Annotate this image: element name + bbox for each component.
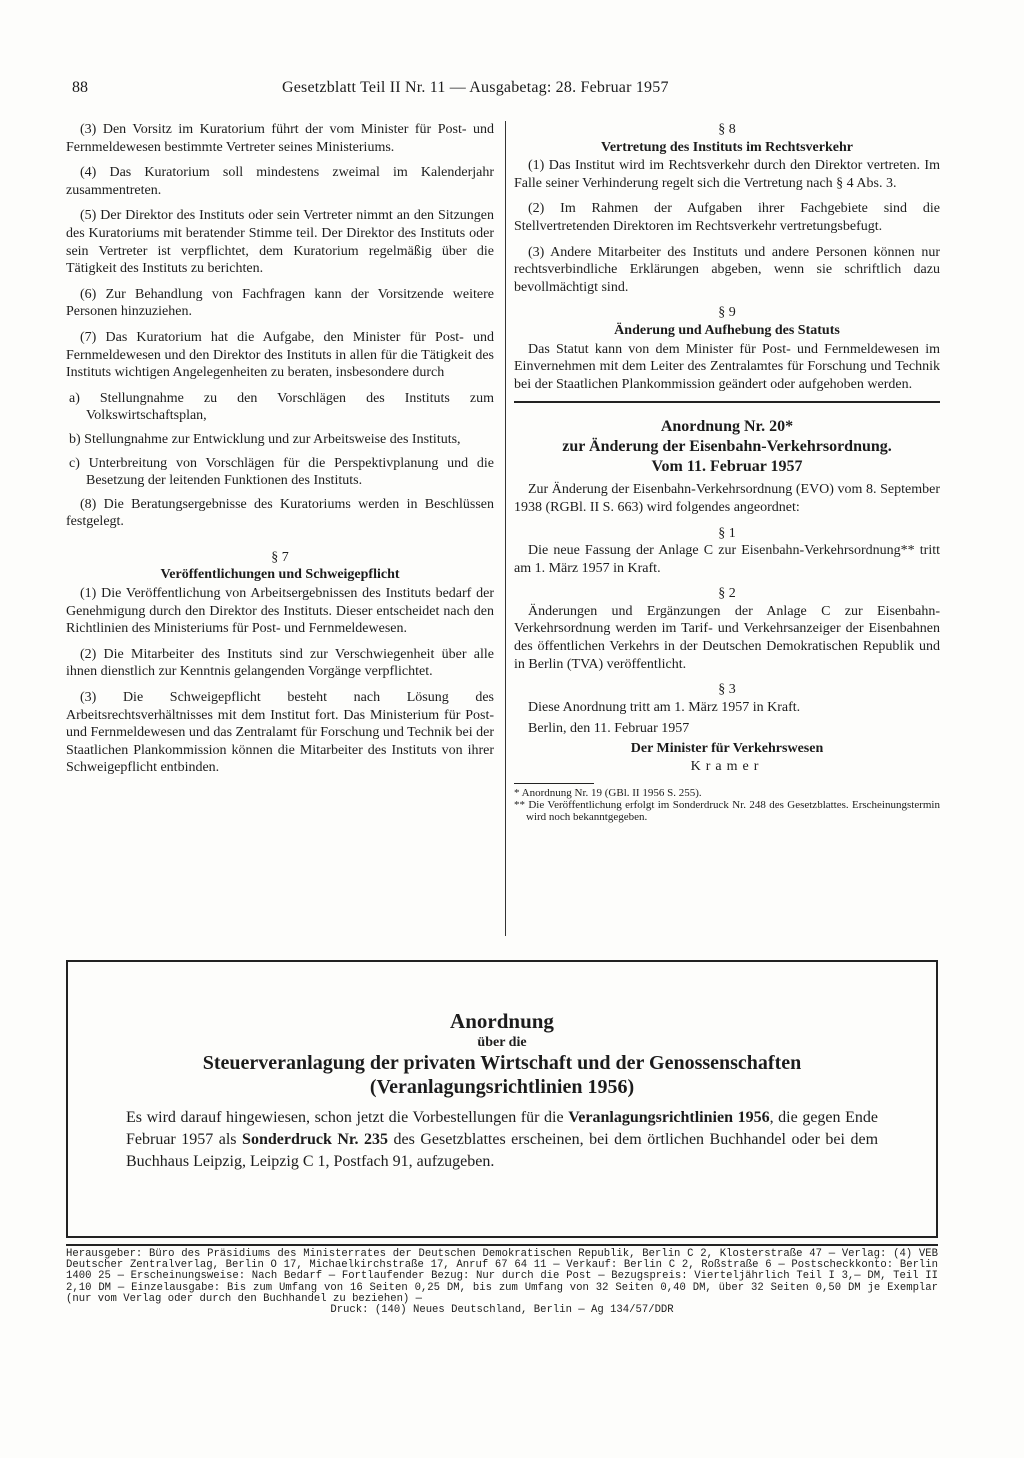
footnote: ** Die Veröffentlichung erfolgt im Sonderdruck Nr. 248 des Gesetzblattes. Erscheinungstermin wird noch bekanntgegeben. (514, 799, 940, 824)
body-emphasis: Veranlagungsrichtlinien 1956 (568, 1109, 770, 1126)
list-item: a) Stellungnahme zu den Vorschlägen des Instituts zum Volkswirtschaftsplan, (69, 390, 494, 424)
ordinance-title: Anordnung Nr. 20* (660, 418, 794, 436)
paragraph: (3) Die Schweigepflicht besteht nach Lösung des Arbeitsrechtsverhältnisses mit dem Institut fort. Das Ministerium für Post- und Fernmeldewesen und das Zentralamt für Forschung und Technik bei der Staatlichen Plankommission können die Mitarbeiter des Instituts von ihrer Schweigepflicht entbinden. (66, 690, 494, 776)
left-column (66, 121, 494, 785)
announcement-title: Anordnung (450, 1009, 554, 1033)
section-number: § 2 (718, 586, 736, 602)
paragraph: (2) Die Mitarbeiter des Instituts sind zur Verschwiegenheit über alle ihnen dienstlich zur Kenntnis gelangenden Vorgänge verpflichtet. (66, 646, 494, 680)
signer-name: Kramer (690, 758, 764, 774)
footnote: * Anordnung Nr. 19 (GBl. II 1956 S. 255). (514, 787, 702, 800)
paragraph: (8) Die Beratungsergebnisse des Kuratoriums werden in Beschlüssen festgelegt. (66, 496, 494, 530)
announcement-body (126, 1107, 878, 1173)
footnote-rule (514, 783, 594, 784)
section-heading: Änderung und Aufhebung des Statuts (614, 322, 840, 338)
column-divider (505, 121, 506, 936)
paragraph: (7) Das Kuratorium hat die Aufgabe, den Minister für Post- und Fernmeldewesen und den Direktor des Instituts in allen für die Tätigkeit des Instituts wichtigen Angelegenheiten zu beraten, insbesondere durch (66, 329, 494, 381)
section-heading: Veröffentlichungen und Schweigepflicht (160, 567, 400, 583)
paragraph: Die neue Fassung der Anlage C zur Eisenbahn-Verkehrsordnung** tritt am 1. März 1957 in Kraft. (514, 543, 940, 576)
section-heading: Vertretung des Instituts im Rechtsverkehr (601, 139, 853, 155)
ordinance-date: Vom 11. Februar 1957 (651, 458, 803, 476)
body-text: des Gesetzblattes erscheinen, bei dem örtlichen Buchhandel oder bei dem Buchhaus Leipzig, Leipzig C 1, Postfach 91, aufzugeben. (126, 1131, 879, 1170)
colophon (66, 1244, 938, 1316)
paragraph: (4) Das Kuratorium soll mindestens zweimal im Kalenderjahr zusammentreten. (66, 165, 494, 198)
body-emphasis: Sonderdruck Nr. 235 (242, 1131, 389, 1148)
section-rule (514, 401, 940, 403)
place-date: Berlin, den 11. Februar 1957 (528, 721, 690, 737)
body-text: Es wird darauf hingewiesen, schon jetzt die Vorbestellungen für die (126, 1109, 569, 1126)
colophon-print: Druck: (140) Neues Deutschland, Berlin — Ag 134/57/DDR (330, 1304, 674, 1317)
right-column (514, 121, 940, 823)
paragraph: Zur Änderung der Eisenbahn-Verkehrsordnung (EVO) vom 8. September 1938 (RGBl. II S. 663) wird folgendes angeordnet: (514, 482, 940, 515)
body-text: , die gegen Ende Februar 1957 als (126, 1109, 879, 1148)
announcement-heading-sub: (Veranlagungsrichtlinien 1956) (369, 1076, 635, 1098)
paragraph: Änderungen und Ergänzungen der Anlage C zur Eisenbahn-Verkehrsordnung werden im Tarif- und Verkehrsanzeiger der Eisenbahnen des öffentlichen Verkehrs in der Deutschen Demokratischen Republik und in Berlin (TVA) veröffentlicht. (514, 603, 940, 672)
section-number: § 8 (718, 122, 736, 137)
section-number: § 7 (271, 549, 289, 565)
section-number: § 9 (718, 305, 736, 321)
list-item: c) Unterbreitung von Vorschlägen für die Perspektivplanung und die Besetzung der leitenden Funktionen des Instituts. (69, 455, 494, 489)
paragraph: (3) Den Vorsitz im Kuratorium führt der vom Minister für Post- und Fernmeldewesen bestimmte Vertreter seines Ministeriums. (66, 122, 494, 155)
page-title: Gesetzblatt Teil II Nr. 11 — Ausgabetag: 28. Februar 1957 (282, 79, 669, 96)
signer-title: Der Minister für Verkehrswesen (630, 741, 824, 757)
paragraph: Diese Anordnung tritt am 1. März 1957 in Kraft. (528, 699, 801, 715)
paragraph: (1) Das Institut wird im Rechtsverkehr durch den Direktor vertreten. Im Falle seiner Verhinderung regelt sich die Vertretung nach § 4 Abs. 3. (514, 158, 940, 191)
announcement-subtitle: über die (477, 1035, 527, 1050)
colophon-text: Herausgeber: Büro des Präsidiums des Ministerrates der Deutschen Demokratischen Republik, Berlin C 2, Klosterstraße 47 — Verlag: (4) VEB Deutscher Zentralverlag, Berlin O 17, Michaelkirchstraße 17, Anruf 67 64 11 — Verkauf: Berlin C 2, Roßstraße 6 — Postscheckkonto: Berlin 1400 25 — Erscheinungsweise: Nach Bedarf — Fortlaufender Bezug: Nur durch die Post — Bezugspreis: Vierteljährlich Teil I 3,— DM, Teil II 2,10 DM — Einzelausgabe: Bis zum Umfang von 16 Seiten 0,25 DM, bis zum Umfang von 32 Seiten 0,40 DM, über 32 Seiten 0,50 DM je Exemplar (nur vom Verlag oder durch den Buchhandel zu beziehen) — (66, 1248, 938, 1305)
paragraph: (6) Zur Behandlung von Fachfragen kann der Vorsitzende weitere Personen hinzuziehen. (66, 286, 494, 320)
page-number: 88 (72, 79, 88, 96)
announcement-heading: Steuerveranlagung der privaten Wirtschaft und der Genossenschaften (202, 1052, 802, 1074)
paragraph: (3) Andere Mitarbeiter des Instituts und andere Personen können nur rechtsverbindliche Erklärungen abgeben, wenn sie schriftlich dazu bevollmächtigt sind. (514, 244, 940, 295)
section-number: § 1 (718, 525, 736, 541)
list-item: b) Stellungnahme zur Entwicklung und zur Arbeitsweise des Instituts, (69, 431, 461, 447)
paragraph: (2) Im Rahmen der Aufgaben ihrer Fachgebiete sind die Stellvertretenden Direktoren im Rechtsverkehr vertretungsbefugt. (514, 201, 940, 234)
ordinance-subtitle: zur Änderung der Eisenbahn-Verkehrsordnung. (562, 438, 892, 456)
announcement-box (66, 960, 938, 1238)
section-number: § 3 (718, 682, 736, 698)
paragraph: (5) Der Direktor des Instituts oder sein Vertreter nimmt an den Sitzungen des Kuratoriums mit beratender Stimme teil. Der Direktor des Instituts oder sein Vertreter ist verpflichtet, dem Kuratorium regelmäßig über die Tätigkeit des Instituts zu berichten. (66, 208, 494, 277)
paragraph: (1) Die Veröffentlichung von Arbeitsergebnissen des Instituts bedarf der Genehmigung durch den Direktor des Instituts. Dieser entscheidet nach den Richtlinien des Ministeriums für Post- und Fernmeldewesen. (66, 586, 494, 637)
paragraph: Das Statut kann von dem Minister für Post- und Fernmeldewesen im Einvernehmen mit dem Leiter des Zentralamtes für Forschung und Technik bei der Staatlichen Plankommission geändert oder aufgehoben werden. (514, 341, 940, 392)
